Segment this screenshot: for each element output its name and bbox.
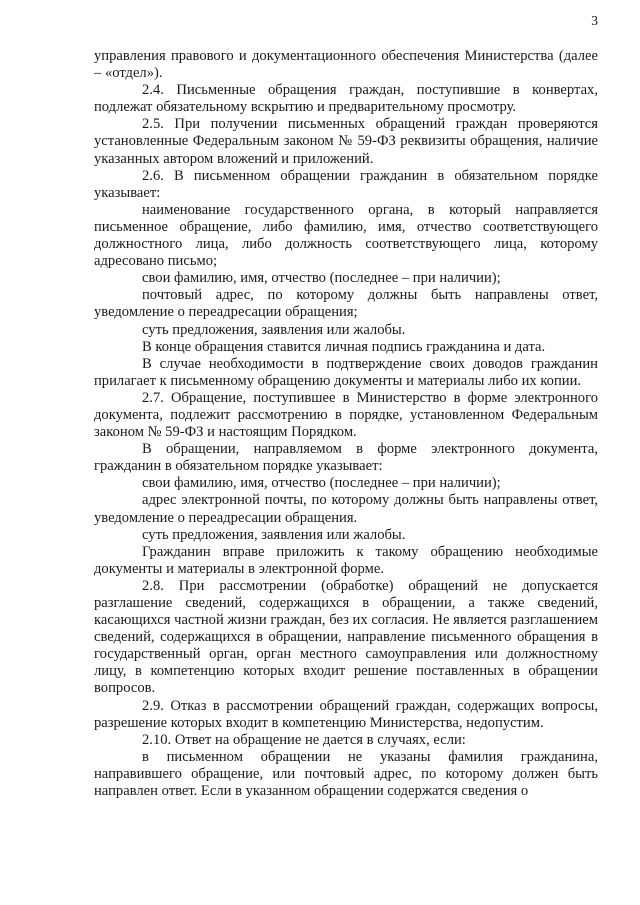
list-item-email-address: адрес электронной почты, по которому должны быть направлены ответ, уведомление о переадресации обращения.: [94, 492, 598, 526]
list-item-postal-address: почтовый адрес, по которому должны быть направлены ответ, уведомление о переадресации обращения;: [94, 287, 598, 321]
paragraph-2-10: 2.10. Ответ на обращение не дается в случаях, если:: [142, 731, 466, 748]
paragraph-2-8: 2.8. При рассмотрении (обработке) обращений не допускается разглашение сведений, содержащихся в обращении, а также сведений, касающихся частной жизни граждан, без их согласия. Не является разглашением сведений, содержащихся в обращении, направление письменного обращения в государственный орган, орган местного самоуправления или должностному лицу, в компетенцию которых входит решение поставленных в обращении вопросов.: [94, 577, 598, 697]
paragraph-2-6: 2.6. В письменном обращении гражданин в обязательном порядке указывает:: [94, 167, 598, 201]
paragraph-2-7: 2.7. Обращение, поступившее в Министерство в форме электронного документа, подлежит рассмотрению в порядке, установленном Федеральным законом № 59-ФЗ и настоящим Порядком.: [94, 389, 598, 441]
paragraph-attachments: В случае необходимости в подтверждение своих доводов гражданин прилагает к письменному обращению документы и материалы либо их копии.: [94, 355, 598, 389]
paragraph-electronic-requirements: В обращении, направляемом в форме электронного документа, гражданин в обязательном порядке указывает:: [94, 441, 598, 475]
paragraph-signature: В конце обращения ставится личная подпись гражданина и дата.: [142, 338, 546, 355]
paragraph-2-4: 2.4. Письменные обращения граждан, поступившие в конвертах, подлежат обязательному вскрытию и предварительному просмотру.: [94, 82, 598, 116]
list-item-substance-electronic: суть предложения, заявления или жалобы.: [142, 526, 406, 543]
paragraph-continuation: управления правового и документационного обеспечения Министерства (далее – «отдел»).: [94, 48, 598, 82]
list-item-missing-name-address: в письменном обращении не указаны фамилия гражданина, направившего обращение, или почтовый адрес, по которому должен быть направлен ответ. Если в указанном обращении содержатся сведения о: [94, 748, 598, 800]
list-item-substance: суть предложения, заявления или жалобы.: [142, 321, 406, 338]
paragraph-2-5: 2.5. При получении письменных обращений граждан проверяются установленные Федеральным законом № 59-ФЗ реквизиты обращения, наличие указанных автором вложений и приложений.: [94, 116, 598, 167]
list-item-full-name: свои фамилию, имя, отчество (последнее – при наличии);: [142, 270, 501, 287]
list-item-full-name-electronic: свои фамилию, имя, отчество (последнее – при наличии);: [142, 475, 501, 492]
page-number: 3: [591, 13, 598, 28]
paragraph-2-9: 2.9. Отказ в рассмотрении обращений граждан, содержащих вопросы, разрешение которых входит в компетенцию Министерства, недопустим.: [94, 697, 598, 731]
list-item-recipient: наименование государственного органа, в который направляется письменное обращение, либо фамилию, имя, отчество соответствующего должностного лица, либо должность соответствующего лица, которому адресовано письмо;: [94, 201, 598, 270]
document-body: [94, 48, 598, 800]
paragraph-electronic-attachments: Гражданин вправе приложить к такому обращению необходимые документы и материалы в электронной форме.: [94, 543, 598, 577]
